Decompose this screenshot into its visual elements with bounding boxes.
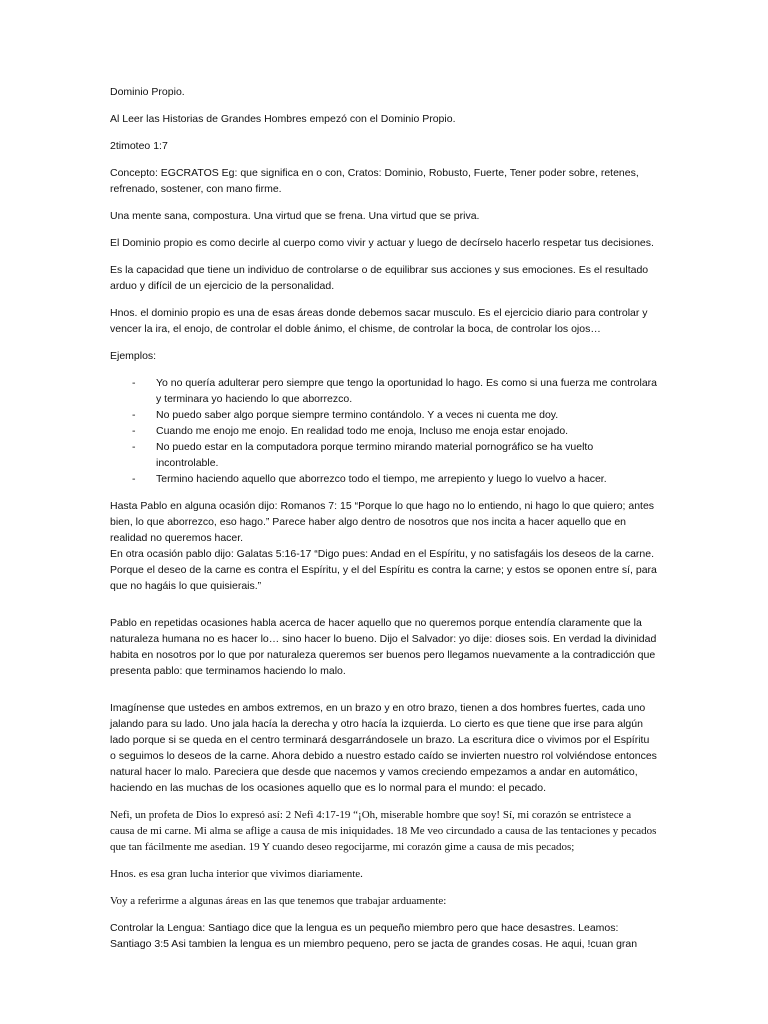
bullet-dash: -: [132, 409, 136, 421]
paragraph-muscle: Hnos. el dominio propio es una de esas áreas donde debemos sacar musculo. Es el ejercicio diario para controlar y vencer la ira, el enojo, de controlar el doble ánimo, el chisme, de controlar la boca, de controlar los ojos…: [110, 307, 648, 335]
paragraph-concept: Concepto: EGCRATOS Eg: que significa en o con, Cratos: Dominio, Robusto, Fuerte, Tener poder sobre, retenes, refrenado, sostener, con mano firme.: [110, 167, 639, 195]
example-text: Yo no quería adulterar pero siempre que tengo la oportunidad lo hago. Es como si una fuerza me controlara y terminara yo haciendo lo que aborrezco.: [156, 377, 658, 405]
paragraph-galatas: En otra ocasión pablo dijo: Galatas 5:16-17 “Digo pues: Andad en el Espíritu, y no satisfagáis los deseos de la carne. Porque el deseo de la carne es contra el Espíritu, y el del Espíritu es contra la carne; y estos se oponen entre sí, para que no hagáis lo que quisierais.”: [110, 548, 657, 592]
paragraph-areas: Voy a referirme a algunas áreas en las que tenemos que trabajar arduamente:: [110, 895, 447, 907]
example-text: No puedo saber algo porque siempre termino contándolo. Y a veces ni cuenta me doy.: [156, 409, 559, 421]
examples-list: [110, 375, 658, 487]
paragraph-nefi: Nefi, un profeta de Dios lo expresó así: 2 Nefi 4:17-19 “¡Oh, miserable hombre que soy! Sí, mi corazón se entristece a causa de mi carne. Mi alma se aflige a causa de mis iniquidades. 18 Me veo circundado a causa de las tentaciones y pecados que tan fácilmente me asedian. 19 Y cuando deseo regocijarme, mi corazón gime a causa de mis pecados;: [110, 809, 657, 853]
list-item: [110, 375, 658, 407]
example-text: Termino haciendo aquello que aborrezco todo el tiempo, me arrepiento y luego lo vuelvo a hacer.: [156, 473, 607, 485]
paragraph-intro: Al Leer las Historias de Grandes Hombres empezó con el Dominio Propio.: [110, 113, 456, 125]
examples-heading: Ejemplos:: [110, 350, 157, 362]
paragraph-definition: Una mente sana, compostura. Una virtud que se frena. Una virtud que se priva.: [110, 210, 480, 222]
list-item: [110, 471, 658, 487]
document-page: [110, 84, 658, 963]
paragraph-pablo: Pablo en repetidas ocasiones habla acerca de hacer aquello que no queremos porque entendía claramente que la naturaleza humana no es hacer lo… sino hacer lo bueno. Dijo el Salvador: yo dije: dioses sois. En verdad la divinidad habita en nosotros por lo que por naturaleza queremos ser buenos pero llegamos nuevamente a la contradicción que presenta pablo: que terminamos haciendo lo malo.: [110, 617, 657, 677]
scripture-reference: 2timoteo 1:7: [110, 140, 168, 152]
bullet-dash: -: [132, 473, 136, 485]
spacer: [110, 690, 658, 700]
paragraph-body: El Dominio propio es como decirle al cuerpo como vivir y actuar y luego de decírselo hacerlo respetar tus decisiones.: [110, 237, 654, 249]
bullet-dash: -: [132, 425, 136, 437]
paragraph-imagine: Imagínense que ustedes en ambos extremos, en un brazo y en otro brazo, tienen a dos hombres fuertes, cada uno jalando para su lado. Uno jala hacía la derecha y otro hacía la izquierda. Lo cierto es que tiene que irse para algún lado porque si se queda en el centro terminará desgarrándosele un brazo. La escritura dice o vivimos por el Espíritu o seguimos lo deseos de la carne. Ahora debido a nuestro estado caído se invierten nuestro rol volviéndose entonces natural hacer lo malo. Pareciera que desde que nacemos y vamos creciendo empezamos a andar en automático, haciendo en las muchas de los ocasiones aquello que es lo normal para el mundo: el pecado.: [110, 702, 657, 794]
example-text: Cuando me enojo me enojo. En realidad todo me enoja, Incluso me enoja estar enojado.: [156, 425, 569, 437]
paragraph-tongue: Controlar la Lengua: Santiago dice que la lengua es un pequeño miembro pero que hace desastres. Leamos: Santiago 3:5 Asi tambien la lengua es un miembro pequeno, pero se jacta de grandes cosas. He aqui, !cuan gran: [110, 922, 638, 950]
list-item: [110, 407, 658, 423]
example-text: No puedo estar en la computadora porque termino mirando material pornográfico se ha vuelto incontrolable.: [156, 441, 594, 469]
paragraph-capacity: Es la capacidad que tiene un individuo de controlarse o de equilibrar sus acciones y sus emociones. Es el resultado arduo y difícil de un ejercicio de la personalidad.: [110, 264, 649, 292]
bullet-dash: -: [132, 441, 136, 453]
bullet-dash: -: [132, 377, 136, 389]
list-item: [110, 423, 658, 439]
list-item: [110, 439, 658, 471]
document-title: Dominio Propio.: [110, 86, 185, 98]
paragraph-romans: Hasta Pablo en alguna ocasión dijo: Romanos 7: 15 “Porque lo que hago no lo entiendo, ni hago lo que quiero; antes bien, lo que aborrezco, eso hago.” Parece haber algo dentro de nosotros que nos incita a hacer aquello que en realidad no queremos hacer.: [110, 500, 655, 544]
spacer: [110, 605, 658, 615]
paragraph-struggle: Hnos. es esa gran lucha interior que vivimos diariamente.: [110, 868, 363, 880]
